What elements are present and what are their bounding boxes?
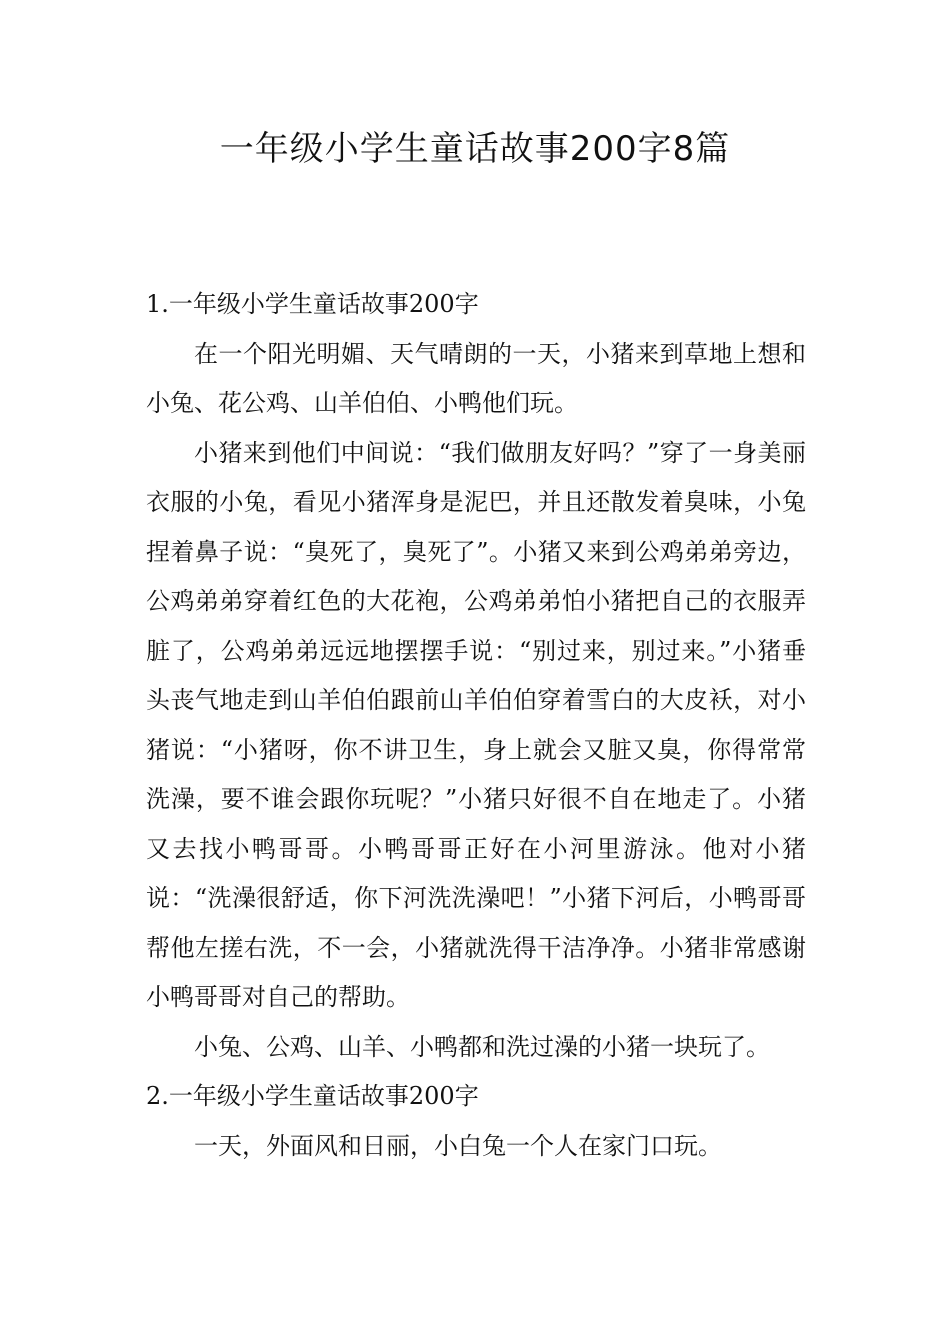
section-heading: 2.一年级小学生童话故事200字 (146, 1082, 479, 1110)
story-paragraph: 小猪来到他们中间说：“我们做朋友好吗？”穿了一身美丽衣服的小兔，看见小猪浑身是泥巴，并且还散发着臭味，小兔捏着鼻子说：“臭死了，臭死了”。小猪又来到公鸡弟弟旁边，公鸡弟弟穿着红色的大花袍，公鸡弟弟怕小猪把自己的衣服弄脏了，公鸡弟弟远远地摆摆手说：“别过来，别过来。”小猪垂头丧气地走到山羊伯伯跟前山羊伯伯穿着雪白的大皮袄，对小猪说：“小猪呀，你不讲卫生，身上就会又脏又臭，你得常常洗澡，要不谁会跟你玩呢？”小猪只好很不自在地走了。小猪又去找小鸭哥哥。小鸭哥哥正好在小河里游泳。他对小猪说：“洗澡很舒适，你下河洗洗澡吧！”小猪下河后，小鸭哥哥帮他左搓右洗，不一会，小猪就洗得干洁净净。小猪非常感谢小鸭哥哥对自己的帮助。 (146, 438, 806, 1011)
story-paragraph: 在一个阳光明媚、天气晴朗的一天，小猪来到草地上想和小兔、花公鸡、山羊伯伯、小鸭他们玩。 (146, 339, 806, 417)
section-heading: 1.一年级小学生童话故事200字 (146, 290, 479, 318)
document-body (146, 280, 806, 1171)
story-section-2 (146, 1072, 806, 1171)
story-section-1 (146, 280, 806, 1072)
document-title: 一年级小学生童话故事200字8篇 (219, 129, 731, 169)
story-paragraph: 小兔、公鸡、山羊、小鸭都和洗过澡的小猪一块玩了。 (194, 1032, 770, 1061)
story-paragraph: 一天，外面风和日丽，小白兔一个人在家门口玩。 (194, 1131, 722, 1160)
